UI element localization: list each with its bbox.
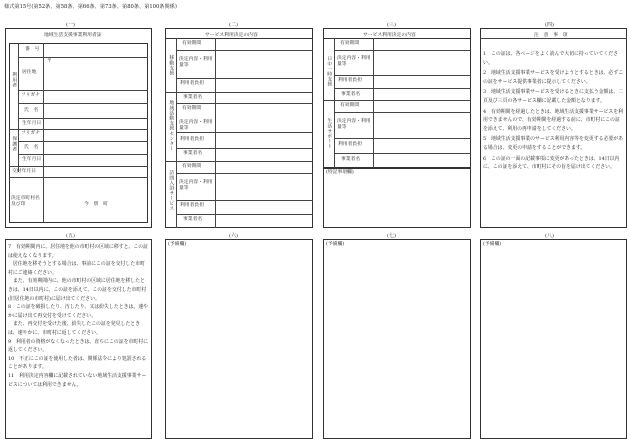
panel-label-7: (七) — [387, 233, 396, 239]
note-item-3: 3 地域生活支援事業サービスを受けるときに支払う金額は、二頁及び三頁の各サービス欄に記載した金額となります。 — [483, 89, 624, 104]
period-label: 有効期間 — [182, 41, 202, 46]
reserve-panel-6 — [165, 239, 313, 439]
cost-label: 利用者負担 — [338, 78, 362, 83]
address-label: 居住地 — [22, 70, 37, 75]
reserve-label: (予備欄) — [483, 242, 502, 247]
cost-label: 利用者負担 — [180, 81, 204, 86]
special-notes-box — [323, 168, 471, 228]
notes-heading: 注 意 事 項 — [534, 33, 568, 38]
period-label: 有効期間 — [340, 103, 360, 108]
note-item-10: 10 不正にこの証を使用した者は、関係法令により処罰されることがあります。 — [8, 355, 147, 371]
panel-label-3: (三) — [387, 22, 396, 28]
town-name: 今 別 町 — [84, 202, 108, 207]
note-item-2: 2 地域生活支援事業サービスを受けようとするときは、必ずこの証をサービス提供事業者に提示してください。 — [483, 70, 624, 85]
reserve-label: (予備欄) — [326, 242, 345, 247]
panel-label-4: (四) — [545, 22, 554, 28]
panel-label-2: (二) — [229, 22, 238, 28]
notes-list — [483, 50, 624, 172]
name-label: 氏 名 — [24, 108, 39, 113]
special-notes-label: (特記事項欄) — [326, 170, 354, 175]
decision-label: 決定内容・利用量等 — [179, 180, 213, 191]
period-label: 有効期間 — [182, 164, 202, 169]
mobility-support-label: 移動支援 — [168, 55, 174, 76]
life-support-label: 生活サポート — [326, 118, 332, 149]
notes-list-2 — [8, 243, 149, 389]
issuer-label: 決定市町村名及び印 — [11, 196, 40, 207]
guardian-birth-label: 生年月日 — [22, 157, 42, 162]
certificate-heading: 地域生活支援事業利用者証 — [44, 33, 102, 38]
reserve-label: (予備欄) — [168, 242, 187, 247]
note-item-9: 9 利用者の資格がなくなったときは、直ちにこの証を市町村に返してください。 — [8, 338, 149, 354]
provider-label: 事業者名 — [341, 157, 361, 162]
note-item-7: 7 有効期間内に、居住地を他の市町村の区域に移すと、この証は使えなくなります。 — [8, 244, 149, 259]
guardian-furigana-label: フリガナ — [21, 131, 40, 136]
note-item-11: 11 利用決定内容欄に記載されていない地域生活支援事業サービスについては利用できません。 — [8, 372, 147, 388]
note-item-7c: また、有効期間内に、他の市町村の区域に居住地を移したときは、14日以内に、この証を添えて、この証を交付した市町村(旧居住地の市町村)に届け出てください。 — [8, 278, 147, 302]
postal-mark: 〒 — [47, 59, 52, 64]
decision-label: 決定内容・利用量等 — [179, 57, 213, 68]
reserve-panel-8 — [480, 239, 627, 439]
period-label: 有効期間 — [340, 41, 360, 46]
provider-label: 事業者名 — [183, 95, 203, 100]
note-item-8b: また、再交付を受けた後、紛失したこの証を発見したときは、速やかに、市町村に返してください。 — [8, 321, 141, 336]
provider-label: 事業者名 — [341, 92, 361, 97]
decision-label: 決定内容・利用量等 — [179, 120, 213, 131]
decision-label: 決定内容・利用量等 — [337, 119, 371, 130]
note-item-1: 1 この証は、各ページをよく読んで大切に持っていてください。 — [483, 51, 619, 66]
cost-label: 利用者負担 — [338, 142, 362, 147]
service-heading-1: サービス利用決定の内容 — [205, 33, 258, 38]
period-label: 有効期間 — [182, 106, 202, 111]
furigana-label: フリガナ — [21, 93, 40, 98]
note-item-6: 6 この証の一面の記載事項に変更があったときは、14日以内に、この証を添えて、市町村にその旨を届け出てください。 — [483, 155, 620, 171]
bathing-service-label: 訪問入浴サービス — [168, 170, 174, 211]
reserve-panel-7 — [323, 239, 471, 439]
service-heading-2: サービス利用決定の内容 — [363, 33, 416, 38]
form-title: 様式第15号(第52条、第58条、第66条、第73条、第80条、第100条関係) — [4, 4, 177, 10]
note-item-7b: 居住地を移そうとする場合は、事前にこの証を交付した市町村にご連絡ください。 — [8, 261, 145, 276]
guardian-label: 保護者 — [11, 136, 17, 152]
activity-center-label: 地域活動支援センター — [168, 100, 174, 151]
provider-label: 事業者名 — [183, 151, 203, 156]
cost-label: 利用者負担 — [180, 137, 204, 142]
user-label: 利用者 — [11, 72, 17, 88]
panel-label-5: (五) — [66, 233, 75, 239]
guardian-name-label: 氏 名 — [24, 145, 39, 150]
day-support-label: 日中一時支援 — [326, 56, 332, 87]
number-label: 番 号 — [25, 47, 40, 52]
panel-label-8: (八) — [545, 233, 554, 239]
decision-label: 決定内容・利用量等 — [337, 56, 371, 67]
issue-date-label: 交付年月日 — [12, 169, 36, 174]
panel-label-1: (一) — [66, 22, 75, 28]
provider-label: 事業者名 — [183, 217, 203, 222]
note-item-5: 5 地域生活支援事業のサービス利用内容等を変更する必要がある場合は、変更の申請をすることができます。 — [483, 136, 624, 151]
panel-label-6: (六) — [229, 233, 238, 239]
birth-label: 生年月日 — [22, 121, 42, 126]
note-item-4: 4 有効期間を経過したときは、地域生活支援事業サービスを利用できませんので、有効期間を経過する前に、市町村にこの証を添えて、利用の再申請をしてください。 — [483, 108, 624, 132]
cost-label: 利用者負担 — [180, 203, 204, 208]
note-item-8: 8 この証を破損したり、汚したり、又は紛失したときは、速やかに届け出て再交付を受けてください。 — [8, 304, 149, 319]
